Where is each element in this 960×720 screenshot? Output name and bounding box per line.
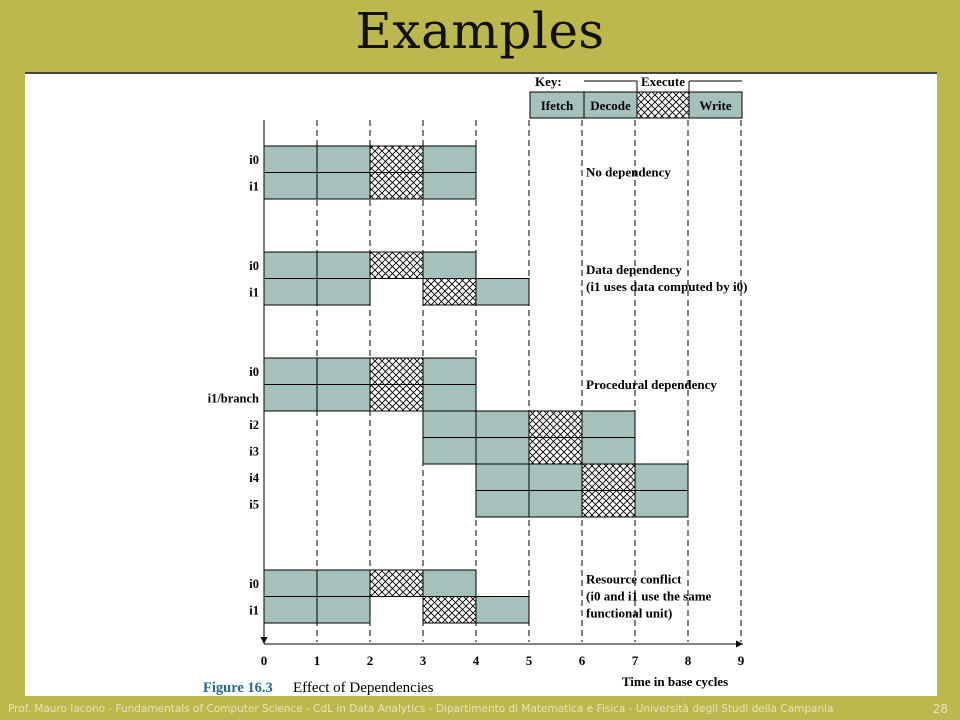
slide-title: Examples (355, 2, 605, 60)
scenario-label: Data dependency (586, 262, 682, 277)
scenario-label: Procedural dependency (586, 377, 717, 392)
write-stage-cell (423, 570, 476, 597)
execute-stage-cell (370, 570, 423, 597)
decode-stage-cell (317, 385, 370, 412)
decode-stage-cell (317, 279, 370, 306)
write-stage-cell (423, 385, 476, 412)
ifetch-stage-cell (264, 385, 317, 412)
write-stage-cell (582, 438, 635, 465)
instruction-label: i0 (249, 152, 259, 167)
execute-stage-cell (370, 173, 423, 200)
instruction-label: i1 (249, 285, 259, 300)
scenario-label: Resource conflict (586, 571, 682, 587)
execute-stage-cell (370, 146, 423, 173)
decode-stage-cell (317, 173, 370, 200)
key-decode-label: Decode (590, 98, 631, 113)
ifetch-stage-cell (423, 438, 476, 465)
decode-stage-cell (317, 358, 370, 385)
time-tick-label: 7 (631, 653, 639, 668)
ifetch-stage-cell (264, 358, 317, 385)
scenario-label: functional unit) (586, 605, 673, 621)
ifetch-stage-cell (264, 597, 317, 624)
scenario-block-2 (249, 252, 747, 305)
execute-stage-cell (370, 358, 423, 385)
scenario-label: (i1 uses data computed by i0) (586, 279, 748, 294)
write-stage-cell (476, 597, 529, 624)
instruction-label: i1/branch (207, 391, 259, 406)
scenario-label: (i0 and i1 use the same (586, 588, 712, 604)
slide-footer: Prof. Mauro Iacono - Fundamentals of Computer Science - CdL in Data Analytics - Dipartimento di Matematica e Fisica - Università degli Studi della Campania (8, 703, 834, 715)
time-axis-arrow-head (736, 641, 743, 648)
write-stage-cell (423, 358, 476, 385)
scenario-block-4 (249, 570, 711, 623)
decode-stage-cell (529, 491, 582, 518)
write-stage-cell (635, 464, 688, 491)
instruction-label: i3 (249, 444, 259, 459)
instruction-label: i2 (249, 417, 259, 432)
ifetch-stage-cell (264, 252, 317, 279)
execute-stage-cell (423, 597, 476, 624)
instruction-label: i0 (249, 576, 259, 591)
ifetch-stage-cell (264, 146, 317, 173)
execute-stage-cell (529, 438, 582, 465)
ifetch-stage-cell (476, 464, 529, 491)
ifetch-stage-cell (423, 411, 476, 438)
execute-stage-cell (423, 279, 476, 306)
time-tick-label: 0 (260, 653, 268, 668)
execute-stage-cell (582, 491, 635, 518)
ifetch-stage-cell (476, 491, 529, 518)
write-stage-cell (582, 411, 635, 438)
key-ifetch-label: Ifetch (540, 98, 574, 113)
time-tick-label: 5 (525, 653, 533, 668)
pipeline-scenarios (208, 146, 748, 623)
write-stage-cell (423, 173, 476, 200)
key-execute-box (637, 92, 689, 118)
figure-caption (203, 680, 434, 696)
time-tick-label: 9 (737, 653, 745, 668)
ifetch-stage-cell (264, 279, 317, 306)
write-stage-cell (423, 146, 476, 173)
execute-stage-cell (529, 411, 582, 438)
key-execute-label: Execute (640, 74, 686, 89)
figure-caption-text: Effect of Dependencies (293, 680, 434, 696)
write-stage-cell (476, 279, 529, 306)
scenario-block-1 (249, 146, 671, 199)
instruction-label: i1 (249, 179, 259, 194)
write-stage-cell (423, 252, 476, 279)
time-axis-label: Time in base cycles (621, 674, 729, 689)
time-tick-label: 3 (419, 653, 427, 668)
page-number: 28 (932, 702, 948, 716)
execute-stage-cell (582, 464, 635, 491)
dependency-timing-diagram (25, 74, 937, 696)
decode-stage-cell (476, 438, 529, 465)
time-tick-label: 4 (472, 653, 480, 668)
instruction-label: i1 (249, 603, 259, 618)
ifetch-stage-cell (264, 173, 317, 200)
time-tick-label: 1 (313, 653, 321, 668)
decode-stage-cell (317, 146, 370, 173)
decode-stage-cell (529, 464, 582, 491)
instruction-label: i4 (249, 470, 259, 485)
time-tick-label: 8 (684, 653, 692, 668)
instruction-label: i5 (249, 497, 259, 512)
decode-stage-cell (317, 252, 370, 279)
execute-stage-cell (370, 385, 423, 412)
instruction-label: i0 (249, 364, 259, 379)
figure-number: Figure 16.3 (203, 680, 273, 696)
scenario-label: No dependency (586, 164, 671, 180)
slide-content-panel (25, 72, 937, 696)
time-tick-label: 2 (366, 653, 374, 668)
key-legend (530, 74, 742, 118)
decode-stage-cell (317, 597, 370, 624)
write-stage-cell (635, 491, 688, 518)
time-axis-origin-arrow (261, 637, 268, 644)
key-write-label: Write (699, 98, 732, 113)
scenario-block-3 (208, 358, 718, 517)
instruction-label: i0 (249, 258, 259, 273)
decode-stage-cell (317, 570, 370, 597)
execute-stage-cell (370, 252, 423, 279)
decode-stage-cell (476, 411, 529, 438)
time-tick-label: 6 (578, 653, 586, 668)
key-title: Key: (535, 74, 562, 89)
ifetch-stage-cell (264, 570, 317, 597)
